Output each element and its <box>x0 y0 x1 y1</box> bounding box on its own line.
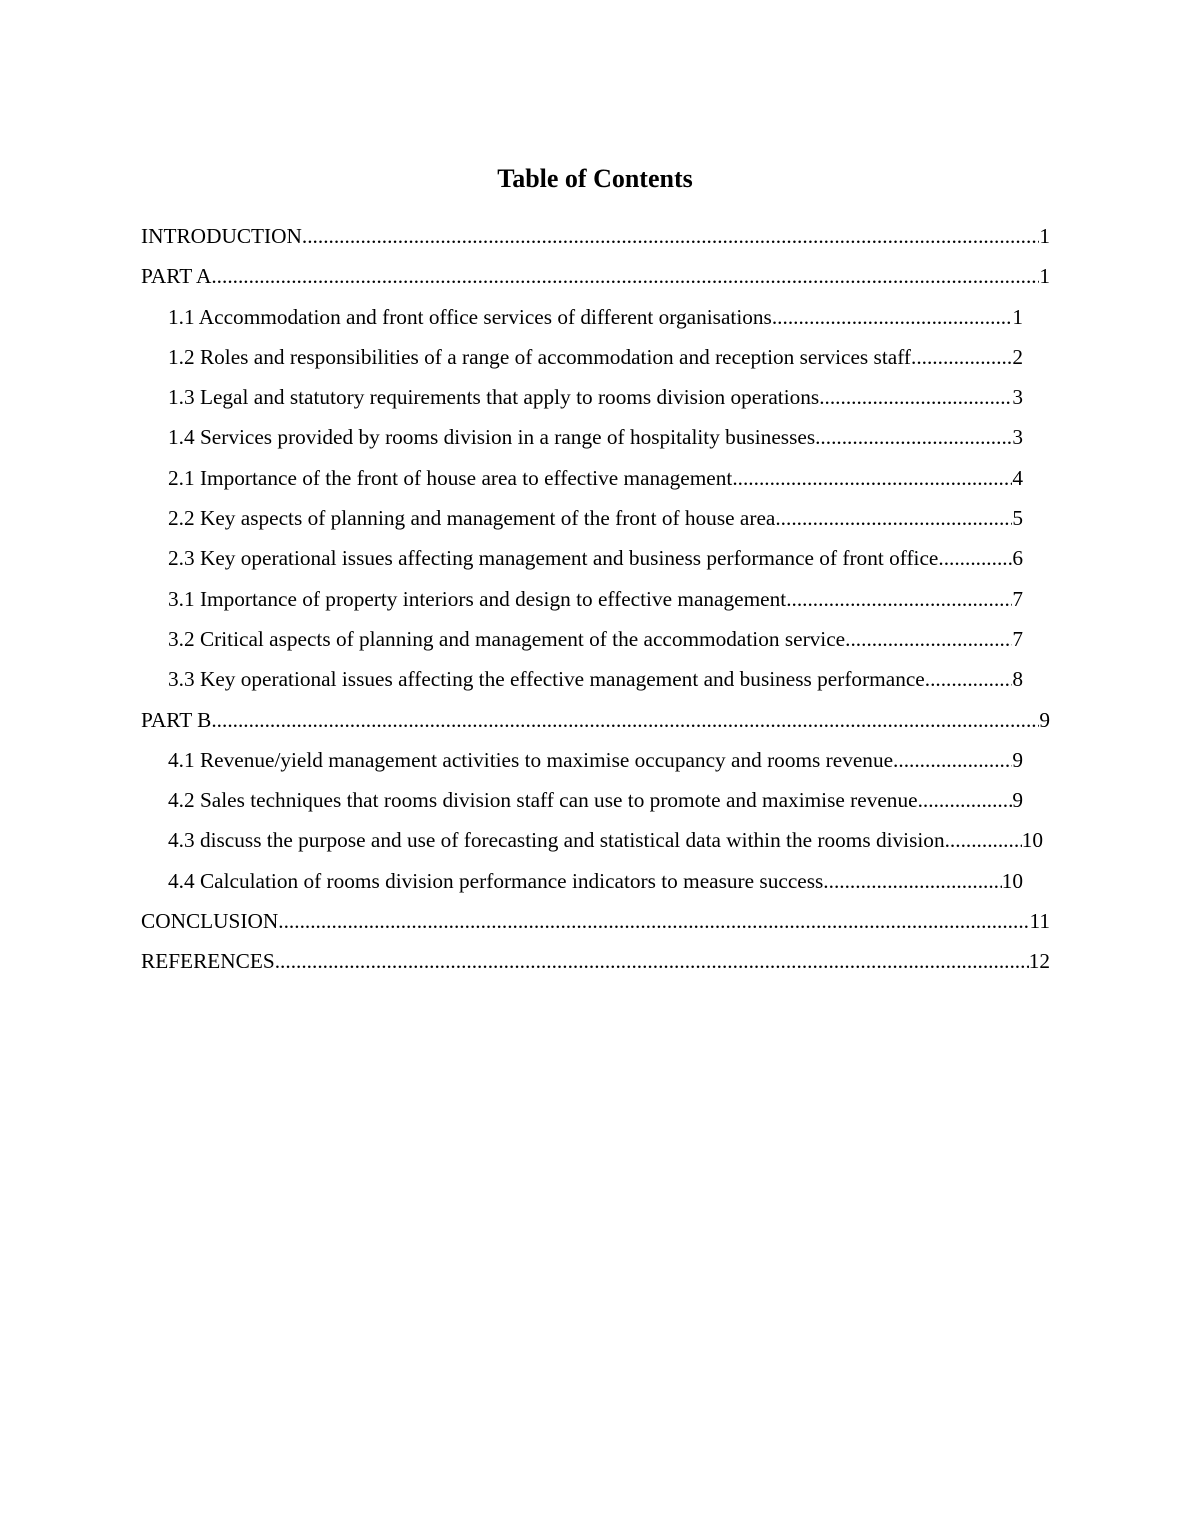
toc-entry-1-1[interactable] <box>0 297 1190 337</box>
toc-page-number: 1 <box>1039 264 1050 289</box>
toc-page-number: 2 <box>1012 344 1023 369</box>
toc-page-number: 11 <box>1029 909 1050 934</box>
dot-leader <box>823 861 1001 901</box>
dot-leader <box>938 538 1012 578</box>
toc-entry-label: 4.3 discuss the purpose and use of forecasting and statistical data within the rooms division <box>168 828 945 853</box>
dot-leader <box>925 659 1013 699</box>
toc-entry-part-b[interactable] <box>0 700 1190 740</box>
toc-entry-4-1[interactable] <box>0 740 1190 780</box>
toc-entry-1-4[interactable] <box>0 417 1190 457</box>
toc-page-number: 9 <box>1012 747 1023 772</box>
toc-entry-label: CONCLUSION <box>141 909 279 934</box>
toc-entry-3-1[interactable] <box>0 579 1190 619</box>
toc-entry-part-a[interactable] <box>0 256 1190 296</box>
dot-leader <box>211 700 1039 740</box>
toc-entry-1-3[interactable] <box>0 377 1190 417</box>
toc-page-number: 6 <box>1012 546 1023 571</box>
dot-leader <box>911 337 1012 377</box>
toc-entry-label: 1.2 Roles and responsibilities of a range of accommodation and reception services staff <box>168 344 911 369</box>
toc-title: Table of Contents <box>497 164 693 193</box>
toc-entry-label: 4.4 Calculation of rooms division performance indicators to measure success <box>168 868 824 893</box>
toc-entry-conclusion[interactable] <box>0 901 1190 941</box>
toc-entry-2-3[interactable] <box>0 538 1190 578</box>
toc-entry-references[interactable] <box>0 941 1190 981</box>
toc-page-number: 9 <box>1012 788 1023 813</box>
toc-page-number: 7 <box>1012 626 1023 651</box>
toc-entry-label: 1.4 Services provided by rooms division in a range of hospitality businesses <box>168 425 816 450</box>
dot-leader <box>302 216 1039 256</box>
toc-entry-2-2[interactable] <box>0 498 1190 538</box>
toc-entry-label: 1.3 Legal and statutory requirements that apply to rooms division operations <box>168 385 820 410</box>
toc-entry-label: 1.1 Accommodation and front office services of different organisations <box>168 304 772 329</box>
toc-entry-3-3[interactable] <box>0 659 1190 699</box>
toc-page-number: 8 <box>1012 667 1023 692</box>
dot-leader <box>918 780 1013 820</box>
dot-leader <box>772 297 1013 337</box>
dot-leader <box>893 740 1012 780</box>
toc-entry-4-2[interactable] <box>0 780 1190 820</box>
toc-page-number: 12 <box>1028 949 1050 974</box>
toc-entry-introduction[interactable] <box>0 216 1190 256</box>
toc-entry-2-1[interactable] <box>0 458 1190 498</box>
dot-leader <box>211 256 1039 296</box>
toc-page-number: 10 <box>1021 828 1043 853</box>
dot-leader <box>732 458 1012 498</box>
toc-entry-label: 4.1 Revenue/yield management activities to maximise occupancy and rooms revenue <box>168 747 894 772</box>
toc-entry-label: 2.1 Importance of the front of house area to effective management <box>168 465 733 490</box>
toc-entry-4-3[interactable] <box>0 820 1190 860</box>
toc-page-number: 1 <box>1039 224 1050 248</box>
toc-page-number: 9 <box>1039 707 1050 732</box>
dot-leader <box>845 619 1012 659</box>
toc-page-number: 1 <box>1012 304 1023 329</box>
toc-entry-label: 3.3 Key operational issues affecting the effective management and business performance <box>168 667 925 692</box>
dot-leader <box>786 579 1012 619</box>
dot-leader <box>819 377 1012 417</box>
dot-leader <box>945 820 1022 860</box>
toc-entry-label: INTRODUCTION <box>141 224 302 248</box>
dot-leader <box>815 417 1012 457</box>
toc-page-number: 4 <box>1012 465 1023 490</box>
toc-list <box>0 216 1190 982</box>
toc-page-number: 3 <box>1012 385 1023 410</box>
toc-entry-label: 2.2 Key aspects of planning and management of the front of house area <box>168 506 776 531</box>
toc-entry-label: 4.2 Sales techniques that rooms division staff can use to promote and maximise revenue <box>168 788 918 813</box>
toc-page-number: 5 <box>1012 506 1023 531</box>
toc-entry-label: 2.3 Key operational issues affecting management and business performance of front office <box>168 546 939 571</box>
toc-page-number: 10 <box>1001 868 1023 893</box>
toc-entry-1-2[interactable] <box>0 337 1190 377</box>
dot-leader <box>775 498 1012 538</box>
toc-entry-label: PART B <box>141 707 212 732</box>
toc-entry-4-4[interactable] <box>0 861 1190 901</box>
toc-page-number: 7 <box>1012 586 1023 611</box>
dot-leader <box>275 941 1029 981</box>
toc-entry-label: 3.2 Critical aspects of planning and management of the accommodation service <box>168 626 846 651</box>
toc-entry-3-2[interactable] <box>0 619 1190 659</box>
toc-entry-label: REFERENCES <box>141 949 275 974</box>
toc-page-number: 3 <box>1012 425 1023 450</box>
toc-entry-label: 3.1 Importance of property interiors and design to effective management <box>168 586 787 611</box>
dot-leader <box>278 901 1029 941</box>
toc-entry-label: PART A <box>141 264 212 289</box>
